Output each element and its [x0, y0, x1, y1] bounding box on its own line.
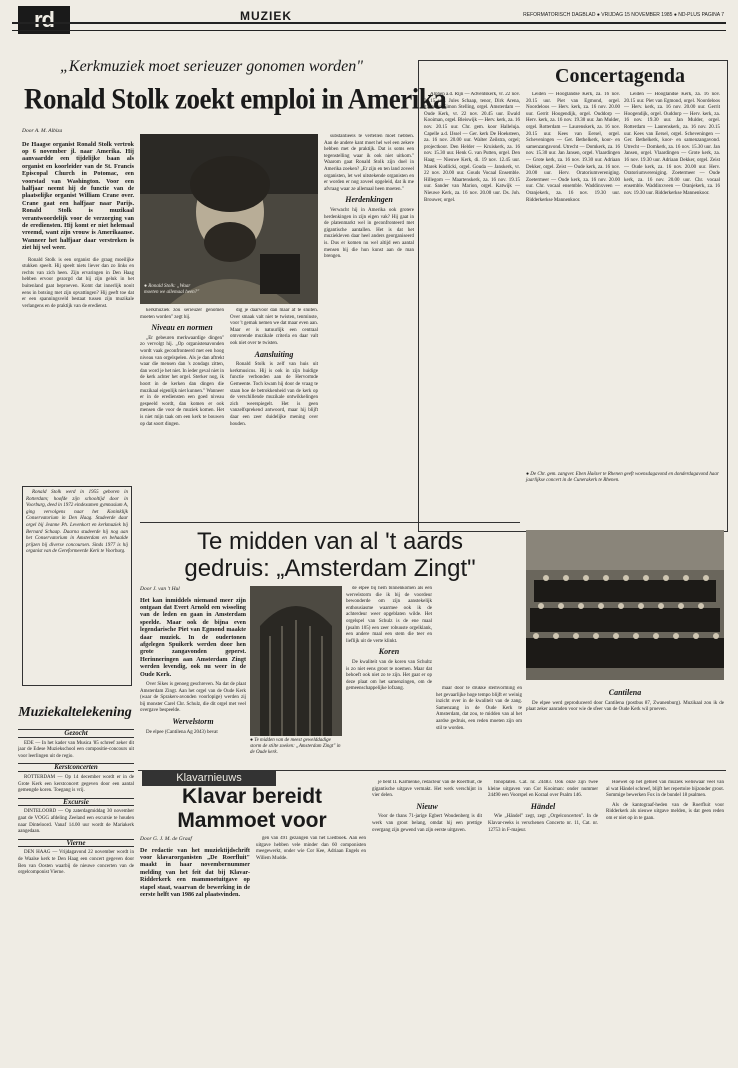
- portrait-photo-illustration: [140, 134, 318, 304]
- article2-col1-text: Over Sikes is genoeg geschreven. Na dat de plaat Amsterdam Zingt. Aan het orgel van de Oude Kerk (waar de Sprakers-avonden voorlopige) werden zij bij monster Carel Chr. Schulz, die dit orgel met veel overgave bespeelde.: [140, 682, 246, 714]
- kader-col2-text: gen van 491 gezangen van het Liedboek. Aan een uitgave hebben vele minder dan 60 componisten meegewerkt, onder wie Cor Kee, Adriaan Engels en Willem Mudde.: [256, 836, 366, 861]
- concertagenda-col2: [526, 92, 620, 422]
- kader-col5: [606, 780, 724, 1058]
- kader-lead: De redactie van het muziektijdschrift voor klavarorganisten „De Roerfluit" maakt in haar novembernummer melding van het feit dat bij Klavar-Ridderkerk een mammoetuitgave op stapel staat, waarvan de bewerking in de eerste helft van 1986 zal plaatsvinden.: [140, 846, 250, 899]
- article2-col2-text: de elpee bij hem binnenkomen als een wervelstorm die ik bij de voordeur bewonderde om zijn aanstekelijk enthousiasme waarmee ook ik de achterdeur weer opgeblaten wilde. Het orgelspel van Schulz is de ene maal (psalm 105) een zeer robuuste orgelklank, een andere maal een stem die teer en lieflijk uit de verte klinkt.: [346, 586, 432, 644]
- masthead-meta: REFORMATORISCH DAGBLAD ● VRIJDAG 15 NOVEMBER 1985 ● ND-PLUS PAGINA 7: [523, 12, 724, 18]
- concertagenda-col2-text: Leiden — Hooglandse Kerk, za. 16 nov. 20.15 uur. Piet van Egmond, orgel. Noordeloos — Herv. kerk, za. 16 nov. 20.00 uur. Gerrit Hoogendijk, orgel. Ouddorp — Herv. kerk, za. 16 nov. 19.30 uur. Jan Mulder, orgel. Rotterdam — Laurenskerk, za. 16 nov. 20.15 uur. Kees van Eersel, orgel. Scheveningen — Ger. Bethelkerk, koor- en samenzangavond. Utrecht — Domkerk, za. 16 nov. 15.30 uur. Jan Jansen, orgel. Vlaardingen — Grote kerk, za. 16 nov. 19.30 uur. Adriaan Dekker, orgel. Zeist — Oude kerk, za. 16 nov. 20.00 uur. Herv. Oratoriumvereniging. Zoetermeer — Oude kerk, za. 16 nov. 20.00 uur. Chr. vocaal ensemble. Waddinxveen — Oranjekerk, za. 16 nov. 19.30 uur. Ridderkerkse Mannenkoor.: [526, 92, 620, 203]
- article2-col4-text: De elpee werd geproduceerd door Cantilena (postbus 87, Zwanenburg). Muzikaal zou ik de plaat zeker aanraden voor wie de sfeer van de Oude Kerk wil proeven.: [526, 700, 724, 713]
- newspaper-logo: rd: [18, 6, 70, 34]
- article2-headline: Te midden van al 't aards gedruis: „Amsterdam Zingt": [184, 528, 476, 582]
- concertagenda-col3: [624, 92, 720, 422]
- kader-col4: [488, 780, 598, 1058]
- kader-col3b-text: Voor de thans 71-jarige Egbert Woudenberg is dit werk van groot belang, omdat hij een prettige overgang zijn gewend van zijn eerste uitgaven.: [372, 814, 482, 833]
- church-photo-caption: ● Te midden van de meest gewelddadige storm de stilte zoeken: „Amsterdam Zingt" in de Oude kerk.: [250, 738, 341, 755]
- article1-col3: [230, 308, 318, 518]
- kader-label: Klavarnieuws: [142, 770, 276, 786]
- article1-col4: [324, 134, 414, 514]
- kader-col5-text: Hoewel op het gebied van muziek weliswaar veel van al wat Händel schreef, blijft het repertoire bijzonder groot. Sommige bewerken Fox in de bundel 18 psalmen.: [606, 780, 724, 799]
- church-interior-illustration: [250, 586, 342, 736]
- article1-bio-box: [22, 486, 132, 686]
- kader-headline: Klavar bereidt Mammoet voor: [177, 785, 327, 832]
- kader-byline: Door G. J. M. de Graaf: [140, 836, 192, 842]
- article2-col3-text: maar door te drukke stemvorming en het gevaarlijke hoge tempo blijft er weinig inzicht over in de kwaliteit van de zang. Samenzang in de Oude Kerk te Amsterdam, dat zou, te midden van al het aardse gedruis, een reden moeten zijn om stil te worden.: [436, 686, 522, 731]
- sidebar-gezocht-text: EDE — In het kader van Musica '85 schreef zeker dit jaar de Edese Muziekschool een compositie-concours uit voor leerlingen uit de regio.: [18, 740, 134, 759]
- article1-kicker: „Kerkmuziek moet serieuzer gonomen worden": [60, 58, 363, 75]
- sidebar-sub-gezocht: Gezocht: [18, 729, 134, 738]
- subhead-nieuw: Nieuw: [416, 801, 438, 811]
- sidebar-news: [18, 726, 134, 1056]
- article2-col4: [526, 686, 724, 772]
- kader-col3: [372, 780, 482, 1058]
- article2-col2b-text: De kwaliteit van de koren van Schultz is zo niet eens groot te noemen. Maar dat behoeft ook niet zo te zijn. Het gaat er op deze plaat om het samenzingen, om de gemeenschappelijke lofzang.: [346, 659, 432, 692]
- subhead-aansluiting: Aansluiting: [254, 349, 294, 359]
- article1-lead: De Haagse organist Ronald Stolk vertrok op 6 november jl. naar Amerika. Hij aanvaardde een tijdelijke baan als organist en koorleider van de St. Francis Episcopal Church in Potomac, een voorstad van Washington. Voor een halfjaar neemt hij de functie van de plaatselijke organist William Crane over. Crane gaat een halfjaar naar Parijs. Ronald Stolk is muzikaal verantwoordelijk voor de verzorging van de erediensten. Hij komt er niet helemaal vreemd, want zijn vrouw is Amerikaanse. Wanneer het halfjaar daar verstreken is ziet hij wel weer.: [22, 140, 134, 252]
- concertagenda-col1-text: Alphen a.d. Rijn — Adventskerk, vr. 22 nov. 20.15 uur. Jules Schaap, tenor, Dirk Arena, gitaar en Simon Stelling, orgel. Amsterdam — Oude Kerk, vr. 22 nov. 20.45 uur. Ewald Kooiman, orgel. Bleiswijk — Herv. kerk, za. 16 nov. 20.15 uur. Chr. gem. koor Halleluja. Capelle a.d. IJssel — Ger. kerk De Hoeksteen, za. 16 nov. 20.00 uur. Walter Zeilstra, orgel; projectkoor. Den Helder — Kruiskerk, za. 16 nov. 15.30 uur. Henk G. van Putten, orgel. Den Haag — Nieuwe Kerk, di. 19 nov. 12.45 uur. Marek Kudlicki, orgel. Gouda — Janskerk, vr. 22 nov. 20.00 uur. Gouds Vocaal Ensemble. Hillegom — Maartenskerk, za. 16 nov. 19.15 uur. Sander van Marion, orgel. Katwijk — Nieuwe Kerk, za. 16 nov. 20.00 uur. Ds. Joh. Brouwer, orgel.: [424, 92, 520, 203]
- sidebar-sub-vierne: Vierne: [18, 839, 134, 848]
- sidebar-sub-kerstconcerten: Kerstconcerten: [18, 763, 134, 772]
- article1-col3b-text: Ronald Stolk is zelf van huis uit kerkmusicus. Hij is ook in zijn huidige functie verbonden aan de Hervormde Gemeente. Toch kwam hij door de vraag te staan hoe de betrokkenheid van de kerk op de verschillende muzikale ontwikkelingen zich weerspiegelt. Het is geen vanzelfsprekend antwoord, maar hij blijft daar een zeer duidelijke mening over houden.: [230, 362, 318, 427]
- concertagenda-caption: ● De Chr. gem. zangver. Eben Haëzer te Rhenen geeft woensdagavond en donderdagavond haar jaarlijkse concert in de Cunerakerk te Rhenen.: [526, 472, 719, 483]
- kader-col2: [256, 836, 366, 1058]
- article1-col3-text: dig je daarvoor dan maar af te sluiten. Over smaak valt niet te twisten, tenminste, voor 't gemak nemen we dat maar even aan. Maar er is natuurlijk een centraal omvorende muzikale criteria en daar valt ook niet over te twisten.: [230, 308, 318, 346]
- article2-col1: [140, 586, 246, 756]
- article1-col2b-text: „Er gebeuren merkwaardige dingen" zo vervolgt hij. „Op organistenavonden wordt vaak geconfronteerd met een hoog niveau van orgelspelen. Als je dan aftrekt waar die mensen dan 's zondags zitten, dan word je het niet. In ieder geval niet in de kerk achter het orgel. Sterker nog, ik hoort in de kerken dan dingen die muzikaal eigenlijk niet kunnen." Wanneer er in de erediensten een goed niveau gespeeld wordt, dan komen er ook mensen die voor de muziek komen. Het is niet mijn taak om een kerk te bouwen op dat soort dingen.: [140, 335, 224, 427]
- church-photo: [250, 586, 342, 736]
- subhead-niveau: Niveau en normen: [151, 323, 213, 333]
- article1-byline: Door A. M. Albiza: [22, 128, 63, 134]
- sidebar-sub-excursie: Excursie: [18, 798, 134, 807]
- subhead-cantilena: Cantilena: [608, 688, 642, 697]
- sidebar-title: Muziekaltelekening: [18, 705, 132, 720]
- concertagenda-col1: [424, 92, 520, 522]
- article1-byline-block: [22, 128, 134, 313]
- article1-col4-text: substantieels te vertellen moet hebben. Aan de andere kant moet hel wel een zekere hebben met de praktijk. Dat is soms een tegenstelling waar ik ook niet uitkom." Waarom gaat Ronald Stolk zijn doel in Amerika zoeken? „Er zijn en ten land zoveel organisten, let wel uitstekende organisten en er worden er nog zoveel opgeleid, dat ik me afvraag waar ze allemaal heen moeten.": [324, 134, 414, 192]
- kader-col4-text: fonoplaten. Cat. nr. 24483. Ook onze zijn twee kleine uitgaven van Cor Kooiman: onder nummer 24490 een Voorspel en Koraal over Psalm 146.: [488, 780, 598, 799]
- article2-byline: Door J. van 't Hul: [140, 586, 180, 592]
- article1-col2: [140, 308, 224, 518]
- kader-col3-text: je bent II. Karmenke, redacteur van de Roerfluit, de gigantische uitgave vermakt. Het werk verschijnt in vier delen.: [372, 780, 482, 799]
- section-label: MUZIEK: [240, 9, 292, 23]
- article2-col3: [436, 686, 522, 772]
- sidebar-vierne-text: DEN HAAG — Vrijdagavond 22 november wordt in de Waalse kerk te Den Haag een concert gegeven door Ben van Oosten waarbij de nieuwe concerten van de orgelcomponist Vierne.: [18, 850, 134, 876]
- article1-col4b-text: Verwacht hij in Amerika ook grotere herdenkingen in zijn eigen vak? Hij gaat in de platenmarkt wel in geconfronteerd met gigantische aantallen. Het is dat het muziekleven daar heel anders georganiseerd is. Dus er komen nu wel altijd een aantal mensen bij die hun kunst aan de man brengen.: [324, 207, 414, 260]
- kader-col5b-text: Als de kantograaf-heden van de Roerfluit voor Ridderkerk als nieuwe uitgave melden, is dat geen reden om er niet op in te gaan.: [606, 802, 724, 821]
- article1-bio-text: Ronald Stolk werd in 1955 geboren in Rotterdam; hoofde zijn schooltijd door in Voorburg, deed in 1972 eindexamen gymnasium A, ging vervolgens naar het Koninklijk Conservatorium in Den Haag. Studeerde daar orgel bij Jeanne Ph. Levenkort en kerkmuziek bij Bernard Schaap. Daarna studeerde hij nog aan het Conservatorium in Amsterdam en behaalde prijzen bij diverse concoursen. Sinds 1977 is hij organist van de Gereformeerde Kerk te Voorburg.: [26, 490, 128, 555]
- subhead-herdenkingen: Herdenkingen: [345, 195, 393, 205]
- sidebar-kerstconcerten-text: ROTTERDAM — Op 14 december wordt er in de Grote Kerk een kerstconcert gegeven door een aantal gemengde koren. Toegang is vrij.: [18, 774, 134, 794]
- choir-photo: [526, 530, 724, 680]
- choir-photo-illustration: [526, 530, 724, 680]
- subhead-koren: Koren: [378, 647, 400, 657]
- article2-lead: Het kan inmiddels niemand meer zijn ontgaan dat Evert Arnold een wisseling van de leden en gaan in Amsterdam speelde. Maar ook de bijna even legendarische Piet van Egmond maakte daar muziek. In de oudertonen afgelegen Spuikerk werden door hen grote zangavonden geperst. Herinneringen aan Amsterdam Zingt werden levendig, ook nu weer in de Oude Kerk.: [140, 596, 246, 678]
- article1-col2-text: kerkmuziek zou serieuzer genomen moeten worden" zegt hij.: [140, 308, 224, 320]
- article1-headline: Ronald Stolk zoekt emploi in Amerika: [24, 82, 447, 115]
- article1-photo-caption: ● Ronald Stolk: „Waar moeten we allemaal heen?": [144, 284, 200, 295]
- masthead-rule: [12, 22, 726, 31]
- concertagenda-col3-text: Leiden — Hooglandse Kerk, za. 16 nov. 20.15 uur. Piet van Egmond, orgel. Noordeloos — Herv. kerk, za. 16 nov. 20.00 uur. Gerrit Hoogendijk, orgel. Ouddorp — Herv. kerk, za. 16 nov. 19.30 uur. Jan Mulder, orgel. Rotterdam — Laurenskerk, za. 16 nov. 20.15 uur. Kees van Eersel, orgel. Scheveningen — Ger. Bethelkerk, koor- en samenzangavond. Utrecht — Domkerk, za. 16 nov. 15.30 uur. Jan Jansen, orgel. Vlaardingen — Grote kerk, za. 16 nov. 19.30 uur. Adriaan Dekker, orgel. Zeist — Oude kerk, za. 16 nov. 20.00 uur. Herv. Oratoriumvereniging. Zoetermeer — Oude kerk, za. 16 nov. 20.00 uur. Chr. vocaal ensemble. Waddinxveen — Oranjekerk, za. 16 nov. 19.30 uur. Ridderkerkse Mannenkoor.: [624, 92, 720, 196]
- sidebar-excursie-text: DINTELOORD — Op zaterdagmiddag 30 november gaat de VOGG afdeling Zeeland een excursie te houden naar Dinteloord. Vanaf 14.00 uur wordt de Mariakerk aangedaan.: [18, 809, 134, 835]
- article2-col2: [346, 586, 432, 766]
- concertagenda-title: Concertagenda: [555, 65, 685, 87]
- article1-photo: [140, 134, 318, 304]
- article2-col1b-text: De elpee (Cantilena Ag 2043) bevat: [146, 729, 218, 735]
- kader-col4b-text: Wie „Händel" zegt, zegt „Orgelconcerten". In de Klavar-reeks is verschenen Concerto nr. 11, Cat. nr. 12753 in F-majeur.: [488, 814, 598, 833]
- subhead-wervelstorm: Wervelstorm: [172, 717, 214, 727]
- article1-col1: Ronald Stolk is een organist die graag moeilijke stukken speelt. Hij speelt niets liever dan zo links en rechts van zich heen. Zijn ervaringen in Den Haag hebben ervoor gezorgd dat hij zijn geluk in het buitenland gaat beproeven. Komt dat innerlijk nooit eens in botsing met zijn opvattingen? Hij geeft toe dat er een spanningsveld bestaat tussen zijn muzikale verlangens en de praktijk van de eredienst.: [22, 257, 134, 309]
- subhead-handel: Händel: [530, 801, 556, 811]
- kader-col1: [140, 836, 250, 1058]
- article2-top-rule: [140, 522, 520, 523]
